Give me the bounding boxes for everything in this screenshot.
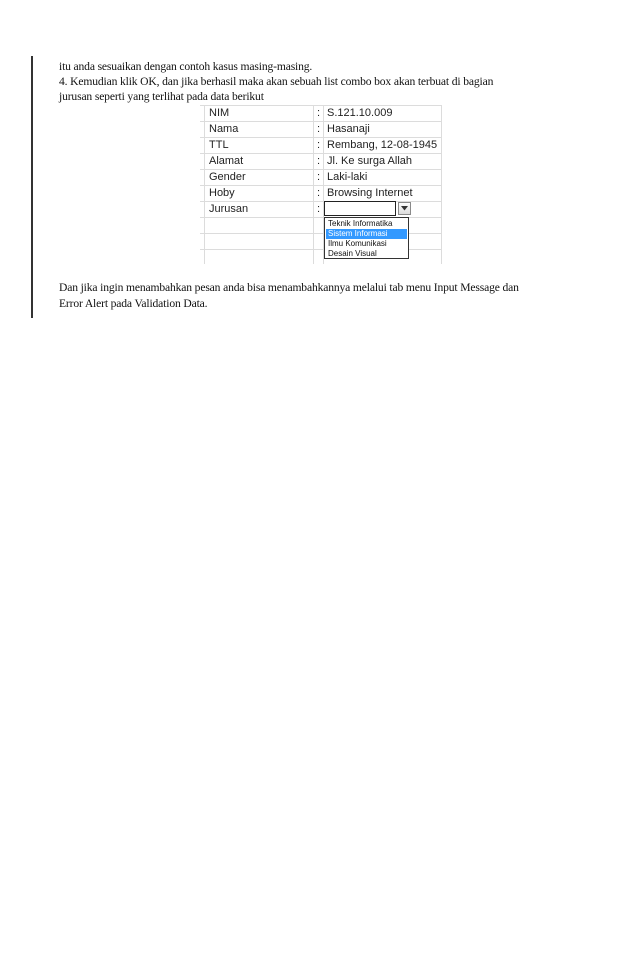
field-label-gender: Gender	[209, 171, 246, 183]
paragraph-line-3: jurusan seperti yang terlihat pada data berikut	[59, 90, 264, 103]
dropdown-option-teknik-informatika[interactable]: Teknik Informatika	[328, 219, 393, 228]
paragraph-line-4: Dan jika ingin menambahkan pesan anda bisa menambahkannya melalui tab menu Input Message dan	[59, 281, 519, 294]
field-label-alamat: Alamat	[209, 155, 244, 167]
colon-separator: :	[317, 171, 321, 183]
field-value-alamat[interactable]: Jl. Ke surga Allah	[327, 155, 412, 167]
field-value-hoby[interactable]: Browsing Internet	[327, 187, 413, 199]
field-label-ttl: TTL	[209, 139, 229, 151]
colon-separator: :	[317, 187, 321, 199]
jurusan-dropdown-list	[324, 217, 409, 259]
dropdown-arrow-button[interactable]	[398, 202, 411, 215]
field-value-gender[interactable]: Laki-laki	[327, 171, 368, 183]
colon-separator: :	[317, 139, 321, 151]
margin-bar	[31, 56, 33, 318]
colon-separator: :	[317, 107, 321, 119]
jurusan-combo-input[interactable]	[324, 201, 396, 216]
field-label-jurusan: Jurusan	[209, 203, 249, 215]
field-label-nama: Nama	[209, 123, 239, 135]
field-label-hoby: Hoby	[209, 187, 235, 199]
spreadsheet-screenshot	[200, 105, 442, 264]
colon-separator: :	[317, 203, 321, 215]
chevron-down-icon	[401, 206, 408, 211]
dropdown-option-desain-visual[interactable]: Desain Visual	[328, 249, 377, 258]
paragraph-line-5: Error Alert pada Validation Data.	[59, 297, 208, 310]
colon-separator: :	[317, 155, 321, 167]
paragraph-line-1: itu anda sesuaikan dengan contoh kasus masing-masing.	[59, 60, 313, 73]
field-label-nim: NIM	[209, 107, 230, 119]
field-value-nama[interactable]: Hasanaji	[327, 123, 370, 135]
colon-separator: :	[317, 123, 321, 135]
dropdown-option-sistem-informasi[interactable]: Sistem Informasi	[326, 229, 407, 239]
dropdown-option-ilmu-komunikasi[interactable]: Ilmu Komunikasi	[328, 239, 387, 248]
field-value-nim[interactable]: S.121.10.009	[327, 107, 393, 119]
paragraph-line-2: 4. Kemudian klik OK, dan jika berhasil maka akan sebuah list combo box akan terbuat di bagian	[59, 75, 494, 88]
field-value-ttl[interactable]: Rembang, 12-08-1945	[327, 139, 438, 151]
